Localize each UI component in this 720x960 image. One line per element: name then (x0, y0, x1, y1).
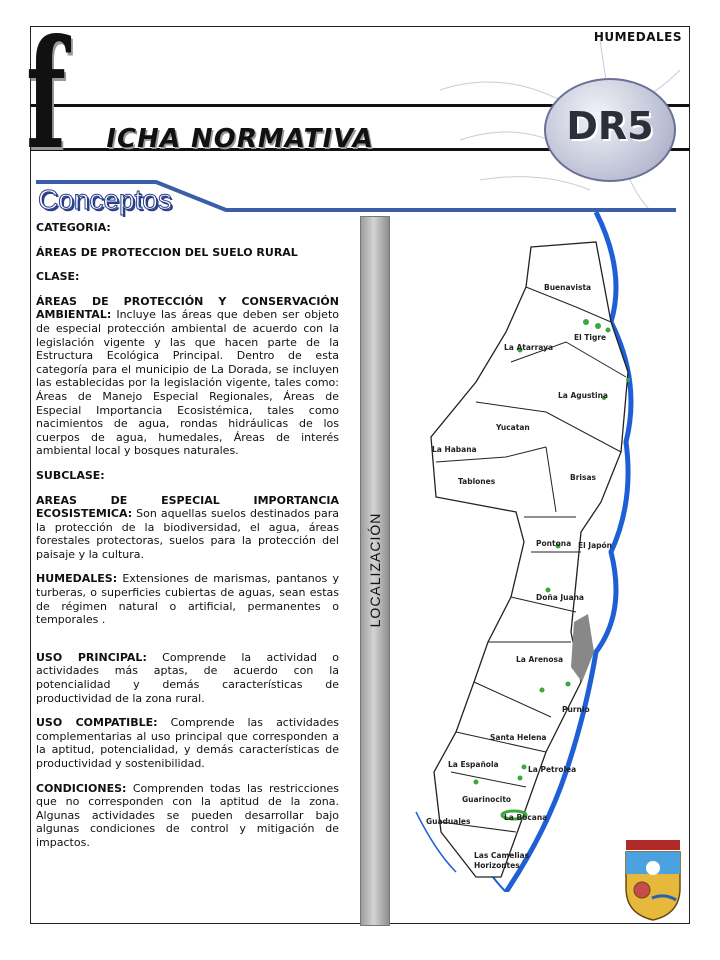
localization-label: LOCALIZACIÓN (367, 512, 383, 628)
uso-principal-term: USO PRINCIPAL: (36, 650, 147, 664)
svg-text:La Agustina: La Agustina (558, 391, 608, 400)
subclase-term: AREAS DE ESPECIAL IMPORTANCIA ECOSISTEMICA: (36, 493, 339, 521)
svg-text:La Habana: La Habana (432, 445, 477, 454)
svg-text:Pontona: Pontona (536, 539, 572, 548)
svg-text:La Arenosa: La Arenosa (516, 655, 564, 664)
svg-text:La Atarraya: La Atarraya (504, 343, 554, 352)
svg-text:Purnio: Purnio (562, 705, 590, 714)
uso-compatible-text: Comprende las actividades complementarias al uso principal que corresponden a la aptitud, potencialidad, y demás características de productividad y sostenibilidad. (36, 716, 339, 770)
svg-text:Guaduales: Guaduales (426, 817, 471, 826)
page-title: ICHA NORMATIVA (103, 124, 377, 154)
clase-term: ÁREAS DE PROTECCIÓN Y CONSERVACIÓN AMBIENTAL: (36, 294, 339, 322)
subclase-text: Son aquellas suelos destinados para la protección de la biodiversidad, el agua, áreas forestales protectoras, suelos para la protección del paisaje y la cultura. (36, 507, 339, 561)
svg-text:Horizontes: Horizontes (474, 861, 520, 870)
section-title: Conceptos (38, 184, 172, 215)
condiciones-text: Comprenden todas las restricciones que no corresponden con la aptitud de la zona. Algunas actividades se pueden desarrollar bajo algunas condiciones de control y mitigación de impactos. (36, 781, 339, 849)
subclase-paragraph (36, 494, 339, 562)
svg-text:Las Camelias: Las Camelias (474, 851, 530, 860)
svg-text:La Petrolea: La Petrolea (528, 765, 577, 774)
municipal-shield-icon (620, 838, 686, 922)
humedales-term: HUMEDALES: (36, 572, 118, 586)
svg-text:La Española: La Española (448, 760, 499, 769)
svg-text:Tablones: Tablones (458, 477, 496, 486)
svg-text:El Tigre: El Tigre (574, 333, 607, 342)
svg-text:El Japón: El Japón (578, 541, 613, 550)
title-initial: f (26, 7, 67, 183)
categoria-label: CATEGORIA: (36, 221, 111, 234)
uso-principal-text: Comprende la actividad o actividades más aptas, de acuerdo con la potencialidad y demás características de productividad de la zona rural. (36, 650, 339, 705)
concepts-text (36, 221, 339, 861)
clase-text: Incluye las áreas que deben ser objeto de especial protección ambiental de acuerdo con la legislación vigente y las que hacen parte de la Estructura Ecológica Principal. Dentro de esta categoría para el municipio de La Dorada, se incluyen las establecidas por la legislación vigente, tales como: Áreas de Manejo Especial Regionales, Áreas de Especial Importancia Ecosistémica, tales como nacimientos de agua, rondas hidráulicas de los cuerpos de agua, humedales, Áreas de interés ambiental local y bosques naturales. (36, 308, 339, 458)
condiciones-term: CONDICIONES: (36, 781, 127, 795)
svg-text:Brisas: Brisas (570, 473, 596, 482)
condiciones-paragraph (36, 782, 339, 850)
svg-text:Guarinocito: Guarinocito (462, 795, 512, 804)
svg-text:Santa Helena: Santa Helena (490, 733, 547, 742)
clase-label: CLASE: (36, 270, 80, 284)
clase-paragraph (36, 295, 339, 458)
humedales-text: Extensiones de marismas, pantanos y turberas, o superficies cubiertas de aguas, sean estas de régimen natural o artificial, permanentes o temporales . (36, 572, 339, 627)
uso-compatible-paragraph (36, 716, 339, 770)
uso-principal-paragraph (36, 651, 339, 705)
svg-text:Yucatan: Yucatan (496, 423, 530, 432)
zone-badge-label: DR5 (566, 104, 654, 148)
zone-badge (544, 78, 676, 182)
categoria-value: ÁREAS DE PROTECCION DEL SUELO RURAL (36, 245, 298, 259)
humedales-paragraph (36, 572, 339, 626)
uso-compatible-term: USO COMPATIBLE: (36, 716, 158, 730)
category-tag: HUMEDALES (593, 30, 682, 44)
svg-text:Buenavista: Buenavista (544, 283, 592, 292)
svg-text:La Bocana: La Bocana (504, 813, 548, 822)
municipality-map (396, 212, 696, 892)
subclase-label: SUBCLASE: (36, 468, 105, 482)
svg-text:Doña Juana: Doña Juana (536, 593, 584, 602)
